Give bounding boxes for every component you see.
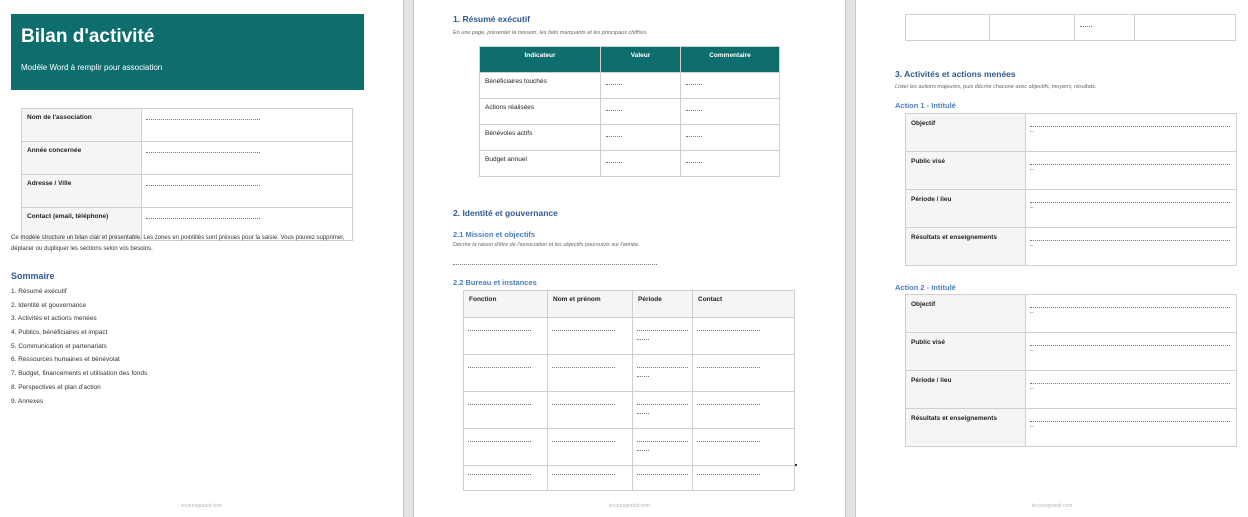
page-gutter [845, 0, 856, 517]
column-header: Valeur [601, 47, 681, 73]
action-field-label: Résultats et enseignements [906, 228, 1026, 266]
action-2-table [905, 294, 1237, 447]
info-label: Année concernée [22, 142, 142, 175]
mission-field[interactable] [453, 264, 657, 265]
title-banner [11, 14, 364, 90]
action-field-label: Période / lieu [906, 371, 1026, 409]
stray-mark [795, 464, 797, 466]
summary-item[interactable]: 8. Perspectives et plan d'action [11, 383, 101, 391]
table-row [906, 295, 1237, 333]
comment-field[interactable] [681, 151, 780, 177]
column-header: Contact [693, 291, 795, 318]
table-header-row [480, 47, 780, 73]
action-field-label: Objectif [906, 114, 1026, 152]
subsection-2-1-heading: 2.1 Mission et objectifs [453, 230, 536, 239]
action-field-label: Public visé [906, 152, 1026, 190]
contact-field[interactable] [693, 355, 795, 392]
table-row [906, 190, 1237, 228]
table-row [464, 318, 795, 355]
section-1-heading: 1. Résumé exécutif [453, 14, 531, 24]
period-field[interactable] [633, 429, 693, 466]
column-header: Période [633, 291, 693, 318]
period-field[interactable] [633, 355, 693, 392]
action-field-input[interactable] [1026, 228, 1237, 266]
info-field[interactable] [142, 109, 353, 142]
value-field[interactable] [601, 73, 681, 99]
indicator-cell: Bénévoles actifs [480, 125, 601, 151]
fonction-field[interactable] [464, 429, 548, 466]
table-row [480, 151, 780, 177]
bureau-table-continued [905, 14, 1236, 41]
period-field[interactable] [1075, 15, 1135, 41]
name-field[interactable] [548, 392, 633, 429]
value-field[interactable] [601, 151, 681, 177]
action-field-input[interactable] [1026, 409, 1237, 447]
dash-mark: – [1030, 348, 1034, 354]
action-2-heading: Action 2 - Intitulé [895, 283, 956, 292]
dash-mark: – [1030, 205, 1034, 211]
summary-item[interactable]: 3. Activités et actions menées [11, 315, 97, 323]
dash-mark: – [1030, 243, 1034, 249]
subsection-2-1-hint: Décrire la raison d'être de l'association et les objectifs poursuivis sur l'année. [453, 242, 640, 248]
action-field-input[interactable] [1026, 152, 1237, 190]
page-gutter [403, 0, 414, 517]
page-2 [414, 0, 845, 517]
table-row [22, 109, 353, 142]
table-row [464, 355, 795, 392]
page-footer: lecoursgratuit.com [181, 503, 222, 509]
info-label: Adresse / Ville [22, 175, 142, 208]
document-title: Bilan d'activité [21, 26, 155, 47]
subsection-2-2-heading: 2.2 Bureau et instances [453, 278, 537, 287]
fonction-field[interactable] [906, 15, 990, 41]
contact-field[interactable] [693, 392, 795, 429]
section-2-heading: 2. Identité et gouvernance [453, 208, 558, 218]
summary-list [11, 286, 147, 409]
summary-item[interactable]: 6. Ressources humaines et bénévolat [11, 356, 120, 364]
indicator-cell: Bénéficiaires touchés [480, 73, 601, 99]
comment-field[interactable] [681, 73, 780, 99]
table-row [906, 333, 1237, 371]
summary-item[interactable]: 1. Résumé exécutif [11, 288, 67, 295]
action-field-label: Objectif [906, 295, 1026, 333]
column-header: Nom et prénom [548, 291, 633, 318]
summary-item[interactable]: 5. Communication et partenariats [11, 342, 107, 350]
table-row [464, 466, 795, 491]
period-field[interactable] [633, 318, 693, 355]
section-3-hint: Lister les actions majeures, puis décrire chacune avec objectifs, moyens, résultats. [895, 84, 1097, 90]
summary-item[interactable]: 7. Budget, financements et utilisation des fonds [11, 370, 148, 378]
table-row [464, 392, 795, 429]
table-row [480, 125, 780, 151]
comment-field[interactable] [681, 99, 780, 125]
contact-field[interactable] [1135, 15, 1236, 41]
action-field-input[interactable] [1026, 333, 1237, 371]
name-field[interactable] [548, 355, 633, 392]
intro-paragraph: Ce modèle structure un bilan clair et présentable. Les zones en pointillés sont prévues pour la saisie. Vous pouvez supprimer, déplacer ou dupliquer les sections selon vos besoins. [11, 235, 345, 252]
summary-heading: Sommaire [11, 271, 55, 281]
fonction-field[interactable] [464, 466, 548, 491]
summary-item[interactable]: 4. Publics, bénéficiaires et impact [11, 329, 108, 337]
info-label: Contact (email, téléphone) [22, 208, 142, 241]
name-field[interactable] [548, 429, 633, 466]
period-field[interactable] [633, 392, 693, 429]
dash-mark: – [1030, 386, 1034, 392]
bureau-table [463, 290, 795, 491]
contact-field[interactable] [693, 318, 795, 355]
info-field[interactable] [142, 175, 353, 208]
table-row [906, 114, 1237, 152]
table-row [906, 228, 1237, 266]
period-field[interactable] [633, 466, 693, 491]
dash-mark: – [1030, 424, 1034, 430]
table-row [906, 152, 1237, 190]
action-field-input[interactable] [1026, 190, 1237, 228]
dash-mark: – [1030, 167, 1034, 173]
dash-mark: – [1030, 310, 1034, 316]
action-field-label: Public visé [906, 333, 1026, 371]
table-row [480, 73, 780, 99]
table-row [22, 142, 353, 175]
contact-field[interactable] [693, 429, 795, 466]
action-field-input[interactable] [1026, 295, 1237, 333]
name-field[interactable] [990, 15, 1075, 41]
name-field[interactable] [548, 318, 633, 355]
comment-field[interactable] [681, 125, 780, 151]
fonction-field[interactable] [464, 318, 548, 355]
table-row [480, 99, 780, 125]
action-1-table [905, 113, 1237, 266]
summary-item[interactable]: 9. Annexes [11, 397, 44, 405]
dash-mark: – [1030, 129, 1034, 135]
indicator-cell: Budget annuel [480, 151, 601, 177]
fonction-field[interactable] [464, 355, 548, 392]
name-field[interactable] [548, 466, 633, 491]
table-header-row [464, 291, 795, 318]
page-footer: lecoursgratuit.com [1031, 503, 1073, 509]
action-1-heading: Action 1 - Intitulé [895, 101, 956, 110]
kpi-table [479, 46, 780, 177]
table-row [22, 175, 353, 208]
action-field-label: Résultats et enseignements [906, 409, 1026, 447]
fonction-field[interactable] [464, 392, 548, 429]
document-subtitle: Modèle Word à remplir pour association [21, 63, 163, 72]
indicator-cell: Actions réalisées [480, 99, 601, 125]
action-field-label: Période / lieu [906, 190, 1026, 228]
table-row [906, 15, 1236, 41]
section-1-hint: En une page, présenter la mission, les faits marquants et les principaux chiffres. [453, 30, 648, 36]
contact-field[interactable] [693, 466, 795, 491]
page-1 [0, 0, 403, 517]
page-footer: lecoursgratuit.com [609, 503, 650, 509]
column-header: Indicateur [480, 47, 601, 73]
section-3-heading: 3. Activités et actions menées [895, 69, 1016, 79]
value-field[interactable] [601, 125, 681, 151]
association-info-table [21, 108, 353, 241]
summary-item[interactable]: 2. Identité et gouvernance [11, 301, 87, 309]
table-row [464, 429, 795, 466]
info-label: Nom de l'association [22, 109, 142, 142]
table-row [906, 409, 1237, 447]
value-field[interactable] [601, 99, 681, 125]
column-header: Fonction [464, 291, 548, 318]
page-3 [856, 0, 1248, 517]
action-field-input[interactable] [1026, 114, 1237, 152]
info-field[interactable] [142, 142, 353, 175]
column-header: Commentaire [681, 47, 780, 73]
action-field-input[interactable] [1026, 371, 1237, 409]
table-row [906, 371, 1237, 409]
